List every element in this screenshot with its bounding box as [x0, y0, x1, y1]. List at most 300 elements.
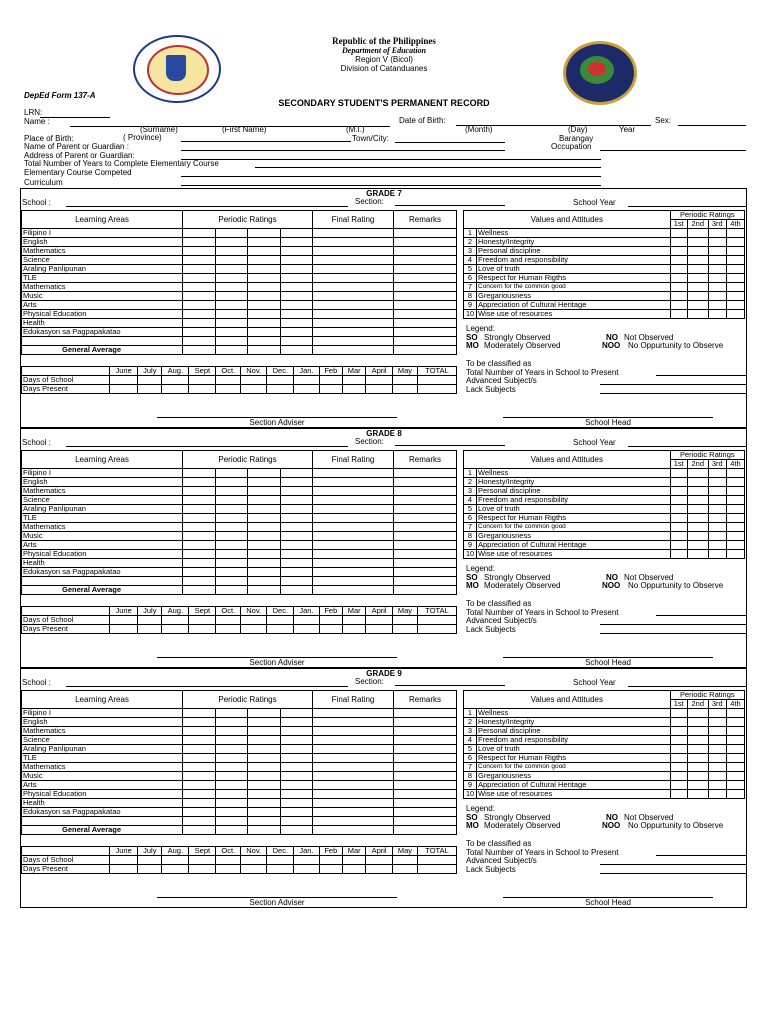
value-rating-cell[interactable] — [727, 550, 745, 559]
rating-cell[interactable] — [183, 274, 216, 283]
final-rating-cell[interactable] — [313, 799, 394, 808]
rating-cell[interactable] — [248, 496, 281, 505]
rating-cell[interactable] — [183, 265, 216, 274]
attendance-cell[interactable] — [418, 865, 457, 874]
rating-cell[interactable] — [280, 541, 313, 550]
rating-cell[interactable] — [215, 781, 248, 790]
rating-cell[interactable] — [215, 727, 248, 736]
rating-cell[interactable] — [248, 790, 281, 799]
value-rating-cell[interactable] — [687, 772, 708, 781]
attendance-cell[interactable] — [392, 385, 417, 394]
remarks-cell[interactable] — [394, 763, 457, 772]
rating-cell[interactable] — [280, 496, 313, 505]
general-average-cell[interactable] — [313, 346, 394, 355]
final-rating-cell[interactable] — [313, 745, 394, 754]
rating-cell[interactable] — [248, 229, 281, 238]
attendance-cell[interactable] — [366, 856, 392, 865]
attendance-cell[interactable] — [319, 616, 342, 625]
value-rating-cell[interactable] — [670, 541, 687, 550]
school-field[interactable] — [66, 206, 348, 207]
rating-cell[interactable] — [248, 754, 281, 763]
value-rating-cell[interactable] — [670, 256, 687, 265]
rating-cell[interactable] — [248, 763, 281, 772]
attendance-cell[interactable] — [241, 865, 267, 874]
rating-cell[interactable] — [280, 523, 313, 532]
value-rating-cell[interactable] — [670, 487, 687, 496]
final-rating-cell[interactable] — [313, 328, 394, 337]
attendance-cell[interactable] — [189, 625, 216, 634]
rating-cell[interactable] — [183, 328, 216, 337]
rating-cell[interactable] — [248, 568, 281, 577]
attendance-cell[interactable] — [319, 376, 342, 385]
parent-address-field[interactable] — [181, 159, 601, 160]
value-rating-cell[interactable] — [687, 238, 708, 247]
attendance-cell[interactable] — [342, 625, 365, 634]
rating-cell[interactable] — [183, 745, 216, 754]
value-rating-cell[interactable] — [708, 550, 726, 559]
value-rating-cell[interactable] — [670, 247, 687, 256]
value-rating-cell[interactable] — [708, 478, 726, 487]
remarks-cell[interactable] — [394, 550, 457, 559]
attendance-cell[interactable] — [267, 625, 294, 634]
attendance-cell[interactable] — [189, 856, 216, 865]
elem-completed-field[interactable] — [181, 176, 601, 177]
value-rating-cell[interactable] — [708, 718, 726, 727]
rating-cell[interactable] — [215, 292, 248, 301]
value-rating-cell[interactable] — [727, 727, 745, 736]
value-rating-cell[interactable] — [687, 478, 708, 487]
rating-cell[interactable] — [248, 772, 281, 781]
remarks-cell[interactable] — [394, 568, 457, 577]
value-rating-cell[interactable] — [687, 718, 708, 727]
attendance-cell[interactable] — [110, 625, 138, 634]
value-rating-cell[interactable] — [670, 781, 687, 790]
remarks-cell[interactable] — [394, 292, 457, 301]
rating-cell[interactable] — [280, 745, 313, 754]
rating-cell[interactable] — [183, 319, 216, 328]
rating-cell[interactable] — [183, 283, 216, 292]
value-rating-cell[interactable] — [687, 256, 708, 265]
value-rating-cell[interactable] — [670, 238, 687, 247]
remarks-cell[interactable] — [394, 727, 457, 736]
remarks-cell[interactable] — [394, 808, 457, 817]
rating-cell[interactable] — [280, 559, 313, 568]
value-rating-cell[interactable] — [727, 718, 745, 727]
final-rating-cell[interactable] — [313, 709, 394, 718]
value-rating-cell[interactable] — [670, 550, 687, 559]
attendance-cell[interactable] — [319, 385, 342, 394]
rating-cell[interactable] — [183, 496, 216, 505]
remarks-cell[interactable] — [394, 745, 457, 754]
value-rating-cell[interactable] — [670, 523, 687, 532]
attendance-cell[interactable] — [392, 616, 417, 625]
rating-cell[interactable] — [183, 709, 216, 718]
value-rating-cell[interactable] — [708, 505, 726, 514]
rating-cell[interactable] — [248, 487, 281, 496]
value-rating-cell[interactable] — [687, 469, 708, 478]
value-rating-cell[interactable] — [727, 754, 745, 763]
rating-cell[interactable] — [183, 301, 216, 310]
attendance-cell[interactable] — [138, 385, 162, 394]
rating-cell[interactable] — [280, 310, 313, 319]
rating-cell[interactable] — [183, 238, 216, 247]
rating-cell[interactable] — [248, 301, 281, 310]
rating-cell[interactable] — [248, 514, 281, 523]
attendance-cell[interactable] — [241, 376, 267, 385]
attendance-cell[interactable] — [392, 856, 417, 865]
rating-cell[interactable] — [280, 256, 313, 265]
rating-cell[interactable] — [215, 238, 248, 247]
school-year-field[interactable] — [628, 686, 746, 687]
rating-cell[interactable] — [248, 247, 281, 256]
rating-cell[interactable] — [215, 523, 248, 532]
rating-cell[interactable] — [248, 292, 281, 301]
school-field[interactable] — [66, 446, 348, 447]
attendance-cell[interactable] — [241, 625, 267, 634]
rating-cell[interactable] — [183, 256, 216, 265]
rating-cell[interactable] — [183, 541, 216, 550]
remarks-cell[interactable] — [394, 541, 457, 550]
value-rating-cell[interactable] — [727, 274, 745, 283]
rating-cell[interactable] — [280, 292, 313, 301]
value-rating-cell[interactable] — [687, 550, 708, 559]
attendance-cell[interactable] — [138, 625, 162, 634]
attendance-cell[interactable] — [162, 856, 189, 865]
value-rating-cell[interactable] — [687, 763, 708, 772]
value-rating-cell[interactable] — [727, 469, 745, 478]
rating-cell[interactable] — [183, 808, 216, 817]
rating-cell[interactable] — [280, 532, 313, 541]
rating-cell[interactable] — [183, 763, 216, 772]
rating-cell[interactable] — [280, 781, 313, 790]
remarks-cell[interactable] — [394, 229, 457, 238]
final-rating-cell[interactable] — [313, 790, 394, 799]
attendance-cell[interactable] — [216, 856, 241, 865]
value-rating-cell[interactable] — [727, 265, 745, 274]
lrn-field[interactable] — [40, 117, 110, 118]
value-rating-cell[interactable] — [708, 469, 726, 478]
remarks-cell[interactable] — [394, 505, 457, 514]
advanced-field[interactable] — [600, 384, 746, 385]
rating-cell[interactable] — [215, 247, 248, 256]
value-rating-cell[interactable] — [708, 745, 726, 754]
rating-cell[interactable] — [215, 745, 248, 754]
value-rating-cell[interactable] — [687, 727, 708, 736]
attendance-cell[interactable] — [162, 385, 189, 394]
final-rating-cell[interactable] — [313, 754, 394, 763]
value-rating-cell[interactable] — [708, 256, 726, 265]
attendance-cell[interactable] — [241, 385, 267, 394]
rating-cell[interactable] — [280, 319, 313, 328]
attendance-cell[interactable] — [138, 616, 162, 625]
total-years-field[interactable] — [656, 375, 746, 376]
parent-name-field[interactable] — [181, 150, 505, 151]
value-rating-cell[interactable] — [670, 709, 687, 718]
rating-cell[interactable] — [248, 532, 281, 541]
final-rating-cell[interactable] — [313, 229, 394, 238]
rating-cell[interactable] — [183, 559, 216, 568]
rating-cell[interactable] — [183, 478, 216, 487]
value-rating-cell[interactable] — [727, 496, 745, 505]
attendance-cell[interactable] — [418, 376, 457, 385]
rating-cell[interactable] — [248, 550, 281, 559]
value-rating-cell[interactable] — [727, 301, 745, 310]
school-field[interactable] — [66, 686, 348, 687]
final-rating-cell[interactable] — [313, 478, 394, 487]
value-rating-cell[interactable] — [727, 247, 745, 256]
attendance-cell[interactable] — [294, 385, 319, 394]
remarks-cell[interactable] — [394, 328, 457, 337]
rating-cell[interactable] — [280, 301, 313, 310]
value-rating-cell[interactable] — [727, 772, 745, 781]
value-rating-cell[interactable] — [687, 523, 708, 532]
attendance-cell[interactable] — [216, 616, 241, 625]
final-rating-cell[interactable] — [313, 736, 394, 745]
rating-cell[interactable] — [215, 763, 248, 772]
rating-cell[interactable] — [280, 229, 313, 238]
remarks-cell[interactable] — [394, 247, 457, 256]
remarks-cell[interactable] — [394, 496, 457, 505]
attendance-cell[interactable] — [366, 865, 392, 874]
attendance-cell[interactable] — [418, 856, 457, 865]
remarks-cell[interactable] — [394, 736, 457, 745]
attendance-cell[interactable] — [162, 376, 189, 385]
value-rating-cell[interactable] — [670, 772, 687, 781]
remarks-cell[interactable] — [394, 790, 457, 799]
value-rating-cell[interactable] — [670, 496, 687, 505]
rating-cell[interactable] — [215, 541, 248, 550]
value-rating-cell[interactable] — [727, 763, 745, 772]
rating-cell[interactable] — [215, 808, 248, 817]
attendance-cell[interactable] — [267, 385, 294, 394]
value-rating-cell[interactable] — [708, 709, 726, 718]
remarks-cell[interactable] — [394, 274, 457, 283]
attendance-cell[interactable] — [162, 625, 189, 634]
attendance-cell[interactable] — [216, 625, 241, 634]
remarks-cell[interactable] — [394, 478, 457, 487]
rating-cell[interactable] — [280, 550, 313, 559]
value-rating-cell[interactable] — [727, 532, 745, 541]
value-rating-cell[interactable] — [708, 772, 726, 781]
value-rating-cell[interactable] — [687, 781, 708, 790]
attendance-cell[interactable] — [294, 616, 319, 625]
rating-cell[interactable] — [280, 283, 313, 292]
attendance-cell[interactable] — [342, 865, 365, 874]
attendance-cell[interactable] — [241, 616, 267, 625]
rating-cell[interactable] — [248, 265, 281, 274]
rating-cell[interactable] — [183, 772, 216, 781]
rating-cell[interactable] — [183, 505, 216, 514]
lack-field[interactable] — [600, 633, 746, 634]
rating-cell[interactable] — [215, 487, 248, 496]
rating-cell[interactable] — [215, 790, 248, 799]
value-rating-cell[interactable] — [727, 283, 745, 292]
rating-cell[interactable] — [215, 772, 248, 781]
value-rating-cell[interactable] — [727, 478, 745, 487]
attendance-cell[interactable] — [294, 376, 319, 385]
rating-cell[interactable] — [215, 265, 248, 274]
rating-cell[interactable] — [248, 781, 281, 790]
attendance-cell[interactable] — [138, 865, 162, 874]
sex-field[interactable] — [678, 125, 746, 126]
rating-cell[interactable] — [248, 718, 281, 727]
rating-cell[interactable] — [215, 532, 248, 541]
rating-cell[interactable] — [280, 328, 313, 337]
value-rating-cell[interactable] — [727, 523, 745, 532]
remarks-cell[interactable] — [394, 532, 457, 541]
rating-cell[interactable] — [280, 790, 313, 799]
value-rating-cell[interactable] — [687, 532, 708, 541]
rating-cell[interactable] — [215, 229, 248, 238]
value-rating-cell[interactable] — [727, 709, 745, 718]
section-field[interactable] — [395, 685, 505, 686]
value-rating-cell[interactable] — [670, 274, 687, 283]
value-rating-cell[interactable] — [670, 292, 687, 301]
rating-cell[interactable] — [183, 292, 216, 301]
final-rating-cell[interactable] — [313, 727, 394, 736]
attendance-cell[interactable] — [110, 865, 138, 874]
school-year-field[interactable] — [628, 206, 746, 207]
rating-cell[interactable] — [248, 328, 281, 337]
final-rating-cell[interactable] — [313, 541, 394, 550]
rating-cell[interactable] — [215, 718, 248, 727]
remarks-cell[interactable] — [394, 514, 457, 523]
rating-cell[interactable] — [248, 283, 281, 292]
attendance-cell[interactable] — [418, 616, 457, 625]
general-average-cell[interactable] — [313, 826, 394, 835]
attendance-cell[interactable] — [418, 625, 457, 634]
advanced-field[interactable] — [600, 624, 746, 625]
rating-cell[interactable] — [215, 736, 248, 745]
value-rating-cell[interactable] — [727, 292, 745, 301]
rating-cell[interactable] — [280, 763, 313, 772]
final-rating-cell[interactable] — [313, 718, 394, 727]
value-rating-cell[interactable] — [670, 469, 687, 478]
rating-cell[interactable] — [215, 310, 248, 319]
attendance-cell[interactable] — [110, 856, 138, 865]
rating-cell[interactable] — [183, 247, 216, 256]
value-rating-cell[interactable] — [727, 781, 745, 790]
rating-cell[interactable] — [280, 799, 313, 808]
final-rating-cell[interactable] — [313, 238, 394, 247]
remarks-cell[interactable] — [394, 718, 457, 727]
rating-cell[interactable] — [183, 799, 216, 808]
rating-cell[interactable] — [215, 799, 248, 808]
value-rating-cell[interactable] — [687, 292, 708, 301]
attendance-cell[interactable] — [392, 865, 417, 874]
rating-cell[interactable] — [215, 568, 248, 577]
value-rating-cell[interactable] — [670, 505, 687, 514]
value-rating-cell[interactable] — [708, 763, 726, 772]
rating-cell[interactable] — [183, 781, 216, 790]
final-rating-cell[interactable] — [313, 274, 394, 283]
remarks-cell[interactable] — [394, 301, 457, 310]
rating-cell[interactable] — [215, 328, 248, 337]
attendance-cell[interactable] — [216, 376, 241, 385]
attendance-cell[interactable] — [216, 385, 241, 394]
value-rating-cell[interactable] — [727, 505, 745, 514]
final-rating-cell[interactable] — [313, 781, 394, 790]
final-rating-cell[interactable] — [313, 292, 394, 301]
attendance-cell[interactable] — [162, 616, 189, 625]
attendance-cell[interactable] — [366, 385, 392, 394]
value-rating-cell[interactable] — [708, 532, 726, 541]
final-rating-cell[interactable] — [313, 514, 394, 523]
lack-field[interactable] — [600, 393, 746, 394]
rating-cell[interactable] — [280, 478, 313, 487]
rating-cell[interactable] — [215, 256, 248, 265]
attendance-cell[interactable] — [267, 865, 294, 874]
final-rating-cell[interactable] — [313, 559, 394, 568]
value-rating-cell[interactable] — [687, 745, 708, 754]
value-rating-cell[interactable] — [670, 478, 687, 487]
final-rating-cell[interactable] — [313, 550, 394, 559]
school-year-field[interactable] — [628, 446, 746, 447]
rating-cell[interactable] — [280, 274, 313, 283]
attendance-cell[interactable] — [342, 376, 365, 385]
rating-cell[interactable] — [248, 523, 281, 532]
value-rating-cell[interactable] — [670, 265, 687, 274]
attendance-cell[interactable] — [342, 385, 365, 394]
attendance-cell[interactable] — [162, 865, 189, 874]
rating-cell[interactable] — [215, 478, 248, 487]
rating-cell[interactable] — [248, 745, 281, 754]
value-rating-cell[interactable] — [687, 265, 708, 274]
value-rating-cell[interactable] — [708, 790, 726, 799]
attendance-cell[interactable] — [110, 376, 138, 385]
rating-cell[interactable] — [248, 559, 281, 568]
value-rating-cell[interactable] — [687, 310, 708, 319]
remarks-cell[interactable] — [394, 469, 457, 478]
value-rating-cell[interactable] — [687, 247, 708, 256]
final-rating-cell[interactable] — [313, 487, 394, 496]
attendance-cell[interactable] — [138, 856, 162, 865]
rating-cell[interactable] — [215, 319, 248, 328]
final-rating-cell[interactable] — [313, 763, 394, 772]
value-rating-cell[interactable] — [670, 763, 687, 772]
rating-cell[interactable] — [280, 754, 313, 763]
value-rating-cell[interactable] — [670, 229, 687, 238]
rating-cell[interactable] — [248, 310, 281, 319]
attendance-cell[interactable] — [267, 376, 294, 385]
final-rating-cell[interactable] — [313, 319, 394, 328]
rating-cell[interactable] — [280, 718, 313, 727]
attendance-cell[interactable] — [294, 856, 319, 865]
value-rating-cell[interactable] — [708, 736, 726, 745]
value-rating-cell[interactable] — [670, 310, 687, 319]
remarks-cell[interactable] — [394, 523, 457, 532]
value-rating-cell[interactable] — [670, 514, 687, 523]
final-rating-cell[interactable] — [313, 496, 394, 505]
rating-cell[interactable] — [248, 469, 281, 478]
remarks-cell[interactable] — [394, 283, 457, 292]
value-rating-cell[interactable] — [708, 265, 726, 274]
value-rating-cell[interactable] — [687, 709, 708, 718]
value-rating-cell[interactable] — [727, 487, 745, 496]
value-rating-cell[interactable] — [670, 532, 687, 541]
attendance-cell[interactable] — [267, 616, 294, 625]
rating-cell[interactable] — [215, 559, 248, 568]
rating-cell[interactable] — [183, 469, 216, 478]
rating-cell[interactable] — [215, 274, 248, 283]
rating-cell[interactable] — [248, 505, 281, 514]
attendance-cell[interactable] — [366, 616, 392, 625]
attendance-cell[interactable] — [366, 376, 392, 385]
value-rating-cell[interactable] — [727, 790, 745, 799]
value-rating-cell[interactable] — [670, 283, 687, 292]
remarks-cell[interactable] — [394, 319, 457, 328]
attendance-cell[interactable] — [418, 385, 457, 394]
